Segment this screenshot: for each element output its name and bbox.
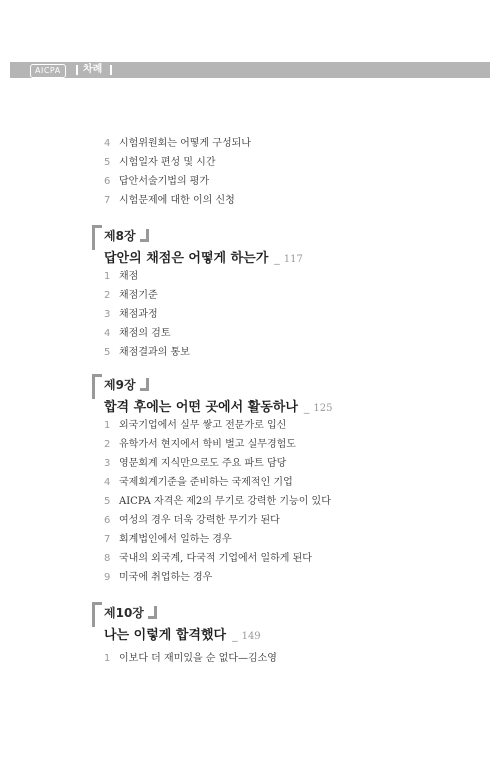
toc-item-number: 8 — [104, 553, 111, 564]
toc-item[interactable] — [104, 268, 138, 286]
toc-item-number: 1 — [104, 420, 111, 431]
toc-item-number: 1 — [104, 271, 111, 282]
chapter-page-number: 117 — [283, 254, 303, 265]
toc-item[interactable] — [104, 417, 286, 435]
page-dash: _ — [303, 401, 310, 414]
toc-item-number: 6 — [104, 515, 111, 526]
toc-item-text: 외국기업에서 실무 쌓고 전문가로 입신 — [119, 420, 287, 431]
bracket-ornament — [92, 374, 102, 399]
toc-item[interactable] — [104, 325, 170, 343]
bracket-ornament — [92, 602, 102, 627]
toc-item-number: 2 — [104, 439, 111, 450]
chapter-title: 답안의 채점은 어떻게 하는가 — [104, 251, 269, 266]
chapter-title: 합격 후에는 어떤 곳에서 활동하나 — [104, 400, 298, 415]
chapter-number: 제8장 — [104, 229, 136, 243]
chapter-title-line — [104, 627, 261, 646]
header-divider — [76, 65, 78, 75]
toc-item-number: 1 — [104, 653, 111, 664]
toc-item-number: 4 — [104, 138, 111, 149]
toc-item[interactable] — [104, 436, 296, 454]
chapter-title-line — [104, 399, 333, 418]
toc-item-text: 채점의 검토 — [119, 328, 171, 339]
chapter-number: 제10장 — [104, 606, 144, 620]
toc-item-text: 영문회계 지식만으로도 주요 파트 담당 — [119, 458, 287, 469]
bracket-ornament — [140, 229, 149, 242]
toc-item-text: 국제회계기준을 준비하는 국제적인 기업 — [119, 477, 293, 488]
toc-item[interactable] — [104, 550, 312, 568]
toc-item-number: 3 — [104, 309, 111, 320]
toc-item-text: 답안서술기법의 평가 — [119, 176, 210, 187]
bracket-ornament — [140, 378, 149, 391]
toc-item[interactable] — [104, 474, 293, 492]
chapter-number: 제9장 — [104, 378, 136, 392]
toc-item[interactable] — [104, 512, 280, 530]
bracket-ornament — [148, 606, 157, 619]
toc-item-number: 7 — [104, 534, 111, 545]
toc-item[interactable] — [104, 135, 251, 153]
header-divider — [110, 65, 112, 75]
toc-item-text: 시험일자 편성 및 시간 — [119, 157, 216, 168]
toc-item[interactable] — [104, 287, 158, 305]
toc-item-text: 회계법인에서 일하는 경우 — [119, 534, 232, 545]
toc-item[interactable] — [104, 569, 212, 587]
toc-item-number: 4 — [104, 328, 111, 339]
toc-item[interactable] — [104, 173, 209, 191]
toc-item-text: 미국에 취업하는 경우 — [119, 572, 213, 583]
chapter-heading-8[interactable] — [92, 225, 412, 285]
header-title: 차례 — [83, 64, 103, 75]
chapter-title-line — [104, 250, 303, 269]
toc-item-text: 시험위원회는 어떻게 구성되나 — [119, 138, 251, 149]
toc-item-text: 유학가서 현지에서 학비 벌고 실무경험도 — [119, 439, 296, 450]
toc-item-number: 3 — [104, 458, 111, 469]
toc-item-text: 여성의 경우 더욱 강력한 무기가 된다 — [119, 515, 280, 526]
toc-item-text: 채점과정 — [119, 309, 158, 320]
page-header-bar — [10, 62, 490, 78]
toc-item-text: 국내의 외국계, 다국적 기업에서 일하게 된다 — [119, 553, 312, 564]
toc-item-text: 시험문제에 대한 이의 신청 — [119, 195, 235, 206]
page-dash: _ — [232, 629, 238, 642]
chapter-page-number: 149 — [241, 631, 261, 642]
toc-item-number: 5 — [104, 347, 111, 358]
toc-item-number: 5 — [104, 496, 111, 507]
toc-item[interactable] — [104, 154, 215, 172]
chapter-title: 나는 이렇게 합격했다 — [104, 628, 227, 643]
chapter-page-number: 125 — [313, 403, 333, 414]
toc-item-text: 채점결과의 통보 — [119, 347, 190, 358]
toc-item[interactable] — [104, 493, 331, 511]
toc-item[interactable] — [104, 306, 158, 324]
toc-item-text: 채점기준 — [119, 290, 158, 301]
toc-item-text: AICPA 자격은 제2의 무기로 강력한 기능이 있다 — [119, 496, 331, 507]
bracket-ornament — [92, 225, 102, 250]
toc-item-number: 5 — [104, 157, 111, 168]
page-dash: _ — [274, 252, 280, 265]
toc-item-number: 2 — [104, 290, 111, 301]
aicpa-badge: AICPA — [30, 64, 66, 78]
toc-item[interactable] — [104, 344, 190, 362]
toc-item[interactable] — [104, 192, 235, 210]
toc-item-number: 7 — [104, 195, 111, 206]
toc-item[interactable] — [104, 650, 277, 668]
toc-item-number: 4 — [104, 477, 111, 488]
toc-item-text: 이보다 더 재미있을 순 없다—김소영 — [119, 653, 277, 664]
toc-item[interactable] — [104, 455, 286, 473]
toc-item-text: 채점 — [119, 271, 139, 282]
toc-item-number: 6 — [104, 176, 111, 187]
toc-item[interactable] — [104, 531, 232, 549]
toc-item-number: 9 — [104, 572, 111, 583]
